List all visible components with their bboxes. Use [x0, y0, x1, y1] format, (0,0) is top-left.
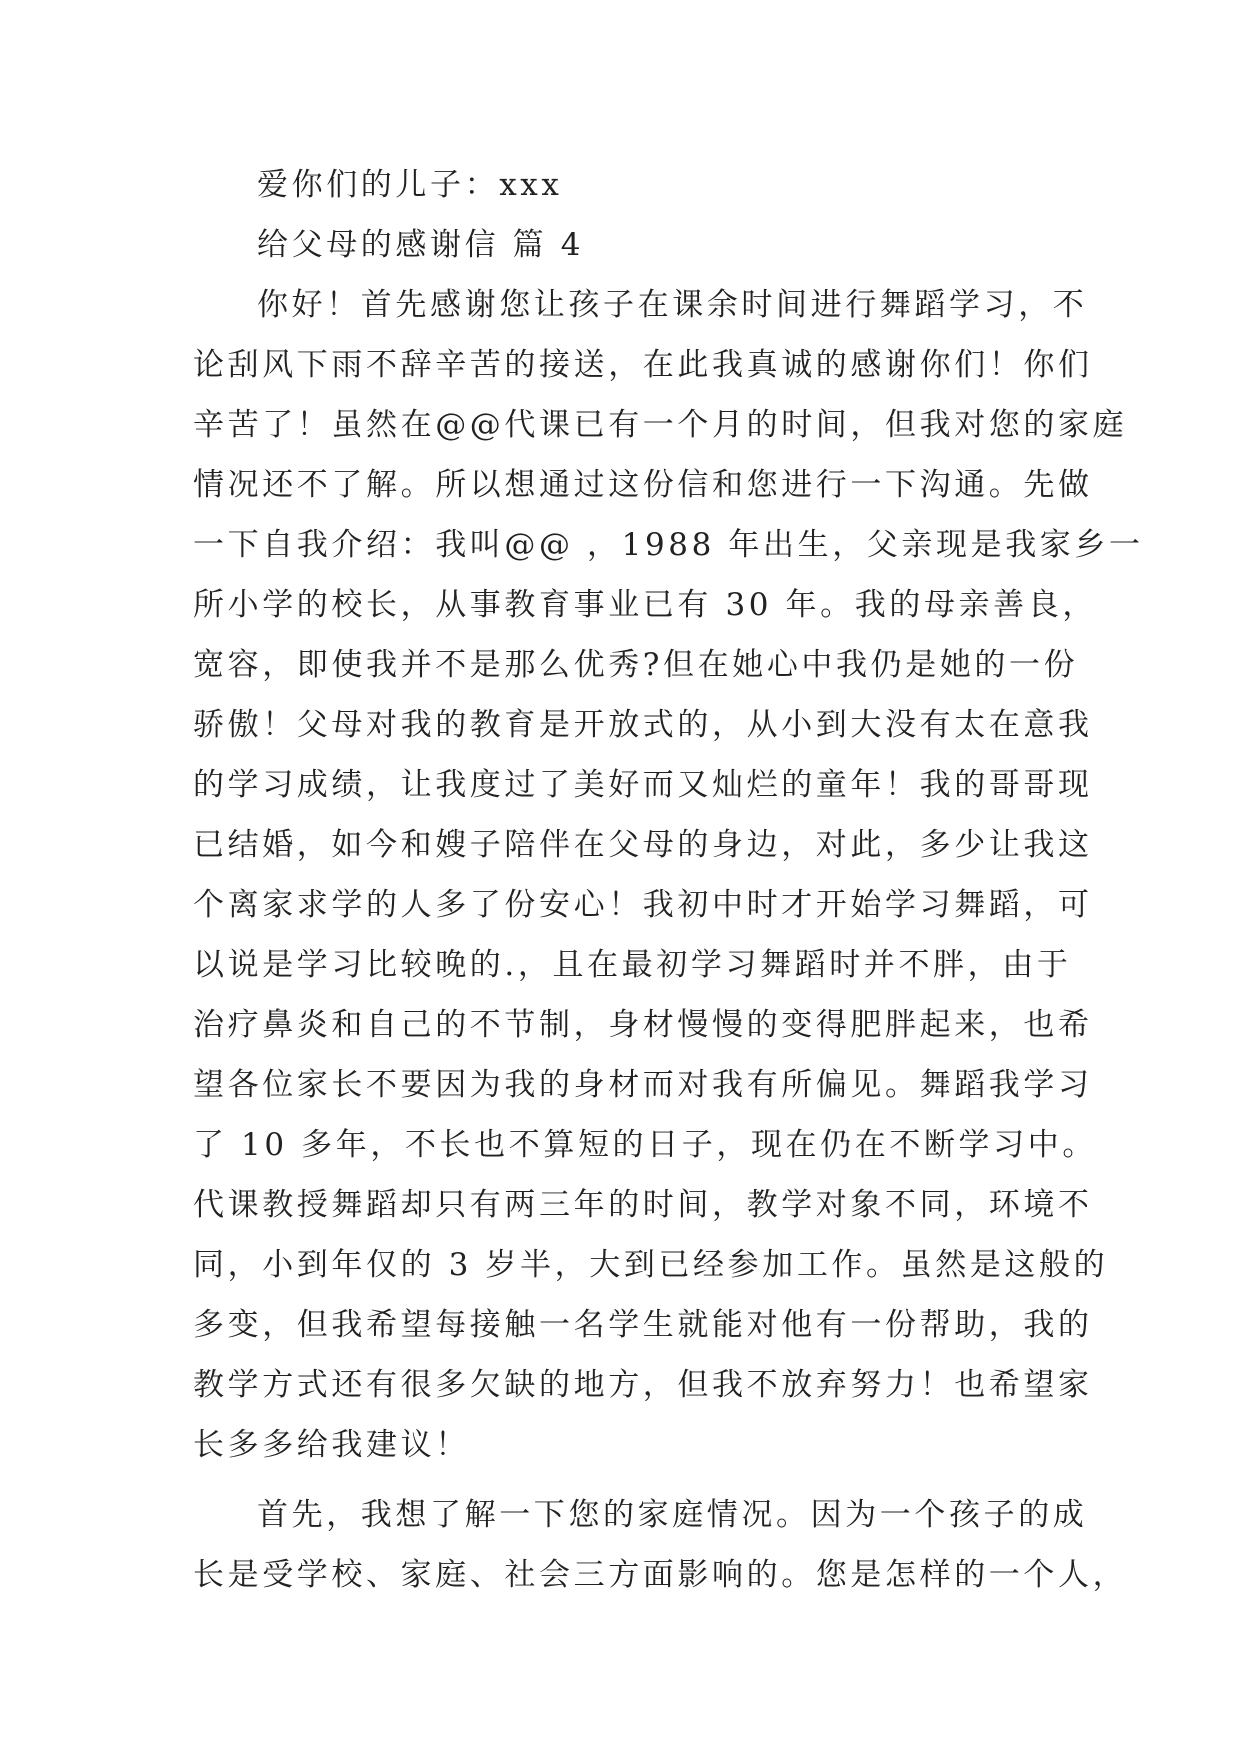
- paragraph-line: 骄傲！父母对我的教育是开放式的，从小到大没有太在意我: [193, 707, 1093, 743]
- paragraph-line: 首先，我想了解一下您的家庭情况。因为一个孩子的成: [257, 1497, 1088, 1533]
- paragraph-line: 长是受学校、家庭、社会三方面影响的。您是怎样的一个人，: [193, 1557, 1128, 1593]
- paragraph-line: 教学方式还有很多欠缺的地方，但我不放弃努力！也希望家: [193, 1367, 1093, 1403]
- paragraph-line: 个离家求学的人多了份安心！我初中时才开始学习舞蹈，可: [193, 887, 1093, 923]
- paragraph-line: 以说是学习比较晚的.，且在最初学习舞蹈时并不胖，由于: [193, 947, 1072, 983]
- paragraph-line: 论刮风下雨不辞辛苦的接送，在此我真诚的感谢你们！你们: [193, 347, 1093, 383]
- paragraph-line: 同，小到年仅的 3 岁半，大到已经参加工作。虽然是这般的: [193, 1247, 1109, 1283]
- paragraph-line: 多变，但我希望每接触一名学生就能对他有一份帮助，我的: [193, 1307, 1093, 1343]
- paragraph-line: 的学习成绩，让我度过了美好而又灿烂的童年！我的哥哥现: [193, 767, 1093, 803]
- paragraph-line: 代课教授舞蹈却只有两三年的时间，教学对象不同，环境不: [193, 1187, 1093, 1223]
- paragraph-line: 辛苦了！虽然在@@代课已有一个月的时间，但我对您的家庭: [193, 407, 1128, 443]
- paragraph-line: 长多多给我建议！: [193, 1427, 470, 1463]
- paragraph-line: 你好！首先感谢您让孩子在课余时间进行舞蹈学习，不: [257, 287, 1088, 323]
- paragraph-line: 已结婚，如今和嫂子陪伴在父母的身边，对此，多少让我这: [193, 827, 1093, 863]
- paragraph-line: 治疗鼻炎和自己的不节制，身材慢慢的变得肥胖起来，也希: [193, 1007, 1093, 1043]
- paragraph-line: 宽容，即使我并不是那么优秀?但在她心中我仍是她的一份: [193, 647, 1079, 683]
- paragraph-line: 所小学的校长，从事教育事业已有 30 年。我的母亲善良，: [193, 587, 1097, 623]
- paragraph-line: 了 10 多年，不长也不算短的日子，现在仍在不断学习中。: [193, 1127, 1097, 1163]
- section-title: 给父母的感谢信 篇 4: [257, 227, 585, 263]
- paragraph-line: 望各位家长不要因为我的身材而对我有所偏见。舞蹈我学习: [193, 1067, 1093, 1103]
- signature-line: 爱你们的儿子：xxx: [257, 167, 563, 203]
- paragraph-line: 一下自我介绍：我叫@@ ，1988 年出生，父亲现是我家乡一: [193, 527, 1144, 563]
- paragraph-line: 情况还不了解。所以想通过这份信和您进行一下沟通。先做: [193, 467, 1093, 503]
